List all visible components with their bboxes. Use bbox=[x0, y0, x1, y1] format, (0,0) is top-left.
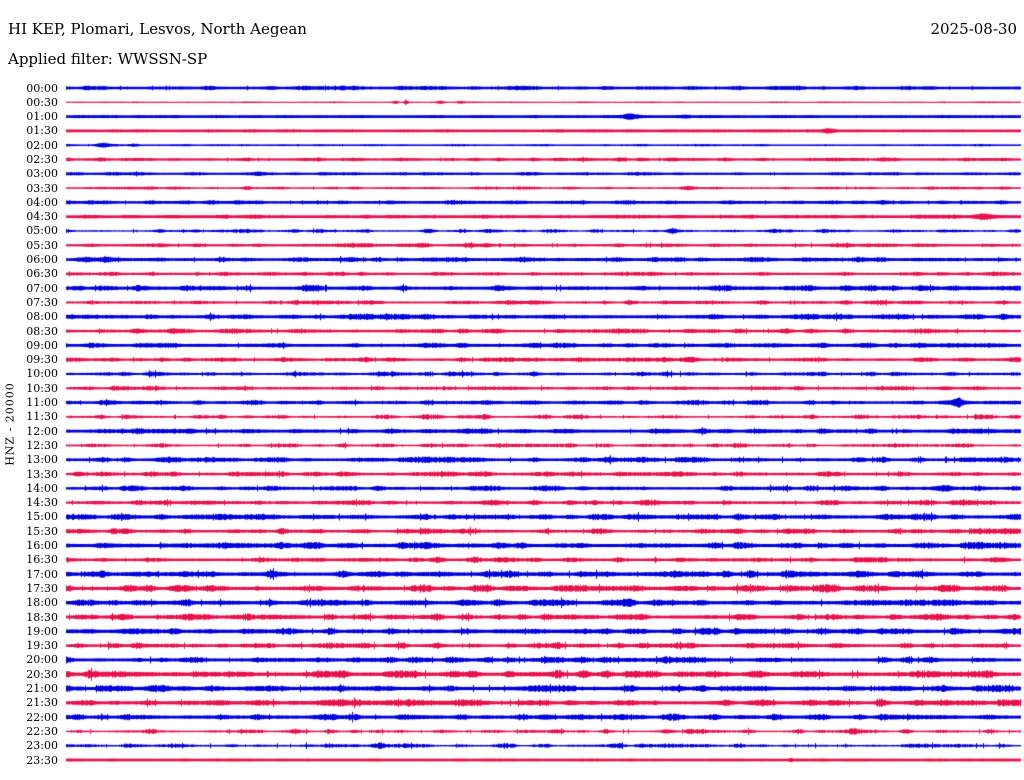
trace-time-label: 18:30 bbox=[26, 610, 58, 624]
trace-time-label: 18:00 bbox=[26, 596, 58, 610]
trace-time-label: 12:00 bbox=[26, 424, 58, 438]
trace-time-label: 10:00 bbox=[26, 367, 58, 381]
trace-time-label: 19:00 bbox=[26, 624, 58, 638]
trace-time-label: 17:00 bbox=[26, 567, 58, 581]
trace-time-label: 14:00 bbox=[26, 481, 58, 495]
trace-time-label: 00:00 bbox=[26, 81, 58, 95]
trace-time-label: 05:30 bbox=[26, 238, 58, 252]
trace-time-label: 05:00 bbox=[26, 224, 58, 238]
trace-time-label: 15:00 bbox=[26, 510, 58, 524]
trace-time-label: 02:30 bbox=[26, 152, 58, 166]
trace-time-label: 06:00 bbox=[26, 253, 58, 267]
trace-time-label: 23:30 bbox=[26, 753, 58, 767]
trace-time-label: 09:00 bbox=[26, 338, 58, 352]
trace-time-label: 00:30 bbox=[26, 95, 58, 109]
trace-time-label: 23:00 bbox=[26, 739, 58, 753]
trace-time-label: 15:30 bbox=[26, 524, 58, 538]
trace-time-label: 17:30 bbox=[26, 581, 58, 595]
trace-time-label: 13:30 bbox=[26, 467, 58, 481]
trace-time-label: 07:00 bbox=[26, 281, 58, 295]
trace-time-label: 03:00 bbox=[26, 167, 58, 181]
trace-time-label: 14:30 bbox=[26, 496, 58, 510]
trace-time-label: 02:00 bbox=[26, 138, 58, 152]
trace-time-label: 21:00 bbox=[26, 682, 58, 696]
trace-time-label: 13:00 bbox=[26, 453, 58, 467]
trace-time-label: 04:00 bbox=[26, 195, 58, 209]
trace-time-label: 22:00 bbox=[26, 710, 58, 724]
trace-time-label: 12:30 bbox=[26, 438, 58, 452]
trace-time-label: 10:30 bbox=[26, 381, 58, 395]
trace-time-label: 16:00 bbox=[26, 539, 58, 553]
trace-time-label: 07:30 bbox=[26, 295, 58, 309]
trace-time-label: 06:30 bbox=[26, 267, 58, 281]
trace-time-label: 20:00 bbox=[26, 653, 58, 667]
trace-time-label: 03:30 bbox=[26, 181, 58, 195]
trace-time-label: 08:00 bbox=[26, 310, 58, 324]
trace-time-label: 04:30 bbox=[26, 210, 58, 224]
trace-time-label: 08:30 bbox=[26, 324, 58, 338]
trace-time-label: 20:30 bbox=[26, 667, 58, 681]
trace-time-label: 11:00 bbox=[26, 396, 58, 410]
trace-time-label: 22:30 bbox=[26, 724, 58, 738]
trace-time-label: 16:30 bbox=[26, 553, 58, 567]
trace-time-label: 21:30 bbox=[26, 696, 58, 710]
trace-time-label: 09:30 bbox=[26, 353, 58, 367]
trace-time-label: 19:30 bbox=[26, 639, 58, 653]
trace-time-label: 01:30 bbox=[26, 124, 58, 138]
trace-time-label: 11:30 bbox=[26, 410, 58, 424]
trace-time-label: 01:00 bbox=[26, 110, 58, 124]
